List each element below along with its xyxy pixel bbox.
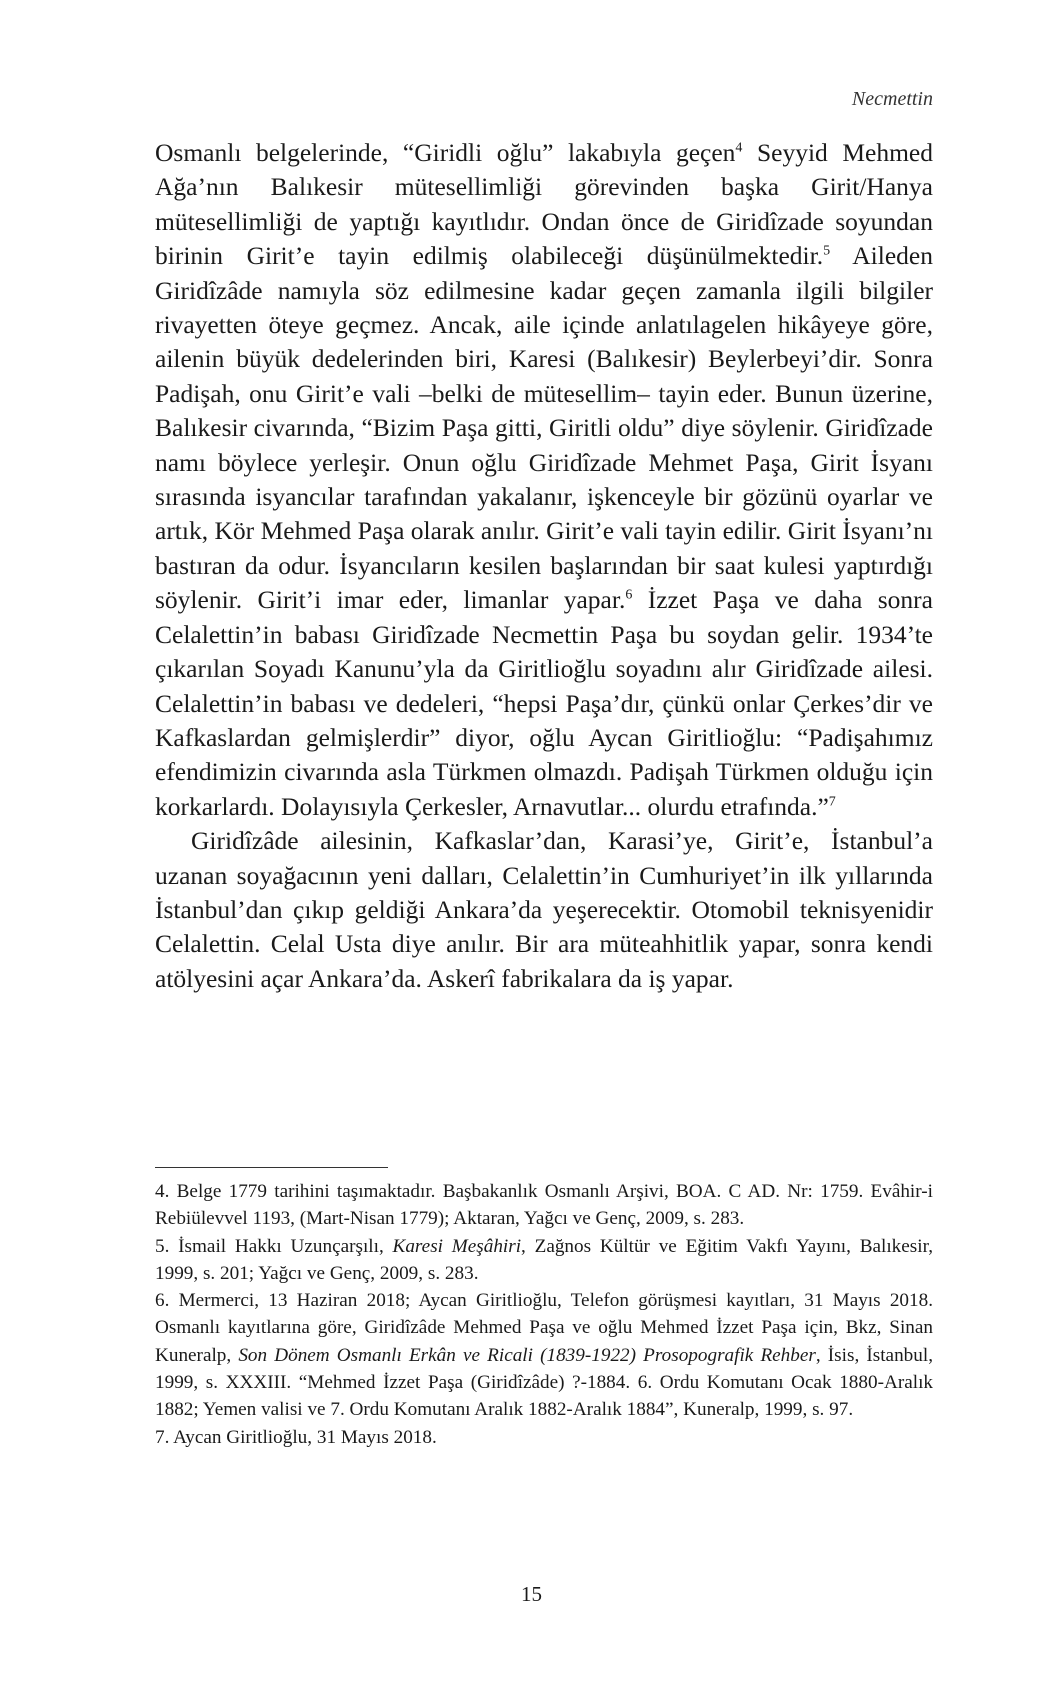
text-run: İzzet Paşa ve daha sonra Celalettin’in babası Giridîzade Necmettin Paşa bu soydan gelir. 1934’te çıkarılan Soyadı Kanunu’yla da Giritlioğlu soyadını alır Giridîzade ailesi. Celalettin’in babası ve dedeleri, “hepsi Paşa’dır, çünkü onlar Çerkes’dir ve Kafkaslardan gelmişlerdir” diyor, oğlu Aycan Giritlioğlu: “Padişahımız efendimizin civarında asla Türkmen olmazdı. Padişah Türkmen olduğu için korkarlardı. Dolayısıyla Çerkesler, Arnavutlar... olurdu etrafında.” [155,585,933,821]
footnote-reference: 7 [828,794,836,810]
footnote [155,1287,933,1423]
footnote [155,1233,933,1288]
text-run: , İsis, İstanbul, 1999, s. XXXIII. “Mehmed İzzet Paşa (Giridîzâde) ?-1884. 6. Ordu Komutanı Ocak 1880-Aralık 1882; Yemen valisi ve 7. Ordu Komutanı Aralık 1882-Aralık 1884”, Kuneralp, 1999, s. 97. [155,1344,933,1421]
footnote [155,1424,933,1451]
italic-title: Son Dönem Osmanlı Erkân ve Ricali (1839-1922) Prosopografik Rehber [238,1344,816,1366]
paragraph [155,824,933,996]
text-run: 4. Belge 1779 tarihini taşımaktadır. Başbakanlık Osmanlı Arşivi, BOA. C AD. Nr: 1759. Evâhir-i Rebiülevvel 1193, (Mart-Nisan 1779); Aktaran, Yağcı ve Genç, 2009, s. 283. [155,1181,933,1230]
text-run: Osmanlı belgelerinde, “Giridli oğlu” lakabıyla geçen [155,138,736,167]
body-text [155,136,933,996]
footnote [155,1178,933,1233]
text-run: 7. Aycan Giritlioğlu, 31 Mayıs 2018. [155,1426,437,1448]
italic-title: Karesi Meşâhiri [392,1235,522,1257]
paragraph [155,136,933,824]
footnotes [155,1178,933,1451]
text-run: Giridîzâde ailesinin, Kafkaslar’dan, Karasi’ye, Girit’e, İstanbul’a uzanan soyağacının yeni dalları, Celalettin’in Cumhuriyet’in ilk yıllarında İstanbul’dan çıkıp geldiği Ankara’da yeşerecektir. Otomobil teknisyenidir Celalettin. Celal Usta diye anılır. Bir ara müteahhitlik yapar, sonra kendi atölyesini açar Ankara’da. Askerî fabrikalara da iş yapar. [155,826,933,993]
text-run: 6. Mermerci, 13 Haziran 2018; Aycan Giritlioğlu, Telefon görüşmesi kayıtları, 31 Mayıs 2018. Osmanlı kayıtlarına göre, Giridîzâde Mehmed Paşa ve oğlu Mehmed İzzet Paşa için, Bkz, Sinan Kuneralp, [155,1290,933,1366]
text-run: 5. İsmail Hakkı Uzunçarşılı, [155,1235,393,1257]
text-run: Aileden Giridîzâde namıyla söz edilmesine kadar geçen zamanla ilgili bilgiler rivayetten öteye geçmez. Ancak, aile içinde anlatılagelen hikâyeye göre, ailenin büyük dedelerinden biri, Karesi (Balıkesir) Beylerbeyi’dir. Sonra Padişah, onu Girit’e vali –belki de mütesellim– tayin eder. Bunun üzerine, Balıkesir civarında, “Bizim Paşa gitti, Giritli oldu” diye söylenir. Giridîzade namı böylece yerleşir. Onun oğlu Giridîzade Mehmet Paşa, Girit İsyanı sırasında isyancılar tarafından yakalanır, işkenceyle bir gözünü oyarlar ve artık, Kör Mehmed Paşa olarak anılır. Girit’e vali tayin edilir. Girit İsyanı’nı bastıran da odur. İsyancıların kesilen başlarından bir saat kulesi yaptırdığı söylenir. Girit’i imar eder, limanlar yapar. [155,241,933,615]
running-head: Necmettin [851,88,933,110]
footnote-reference: 5 [823,243,831,259]
text-run: Seyyid Mehmed Ağa’nın Balıkesir mütesellimliği görevinden başka Girit/Hanya mütesellimliği de yaptığı kayıtlıdır. Ondan önce de Giridîzade soyundan birinin Girit’e tayin edilmiş olabileceği düşünülmektedir. [155,138,933,271]
text-run: , Zağnos Kültür ve Eğitim Vakfı Yayını, Balıkesir, 1999, s. 201; Yağcı ve Genç, 2009, s. 283. [155,1235,933,1284]
footnote-reference: 4 [735,140,743,156]
footnote-separator [155,1167,388,1168]
footnote-reference: 6 [625,587,633,603]
page-number: 15 [521,1582,542,1606]
